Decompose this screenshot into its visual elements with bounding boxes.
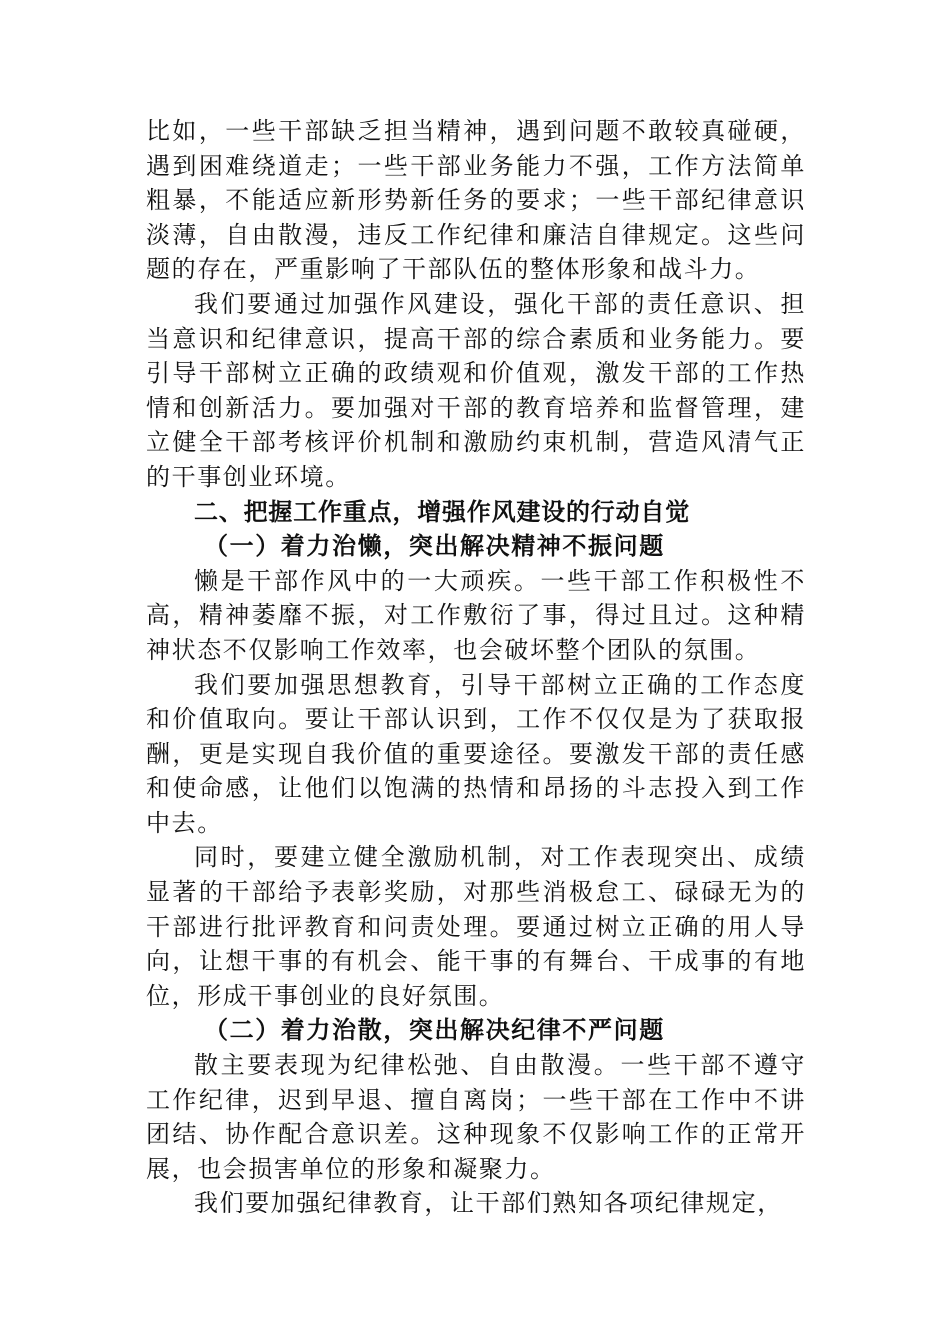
body-paragraph: 散主要表现为纪律松弛、自由散漫。一些干部不遵守工作纪律，迟到早退、擅自离岗；一些干部在工作中不讲团结、协作配合意识差。这种现象不仅影响工作的正常开展，也会损害单位的形象和凝聚力。: [146, 1051, 806, 1183]
body-paragraph: 我们要加强纪律教育，让干部们熟知各项纪律规定，: [194, 1189, 783, 1218]
body-paragraph: 懒是干部作风中的一大顽疾。一些干部工作积极性不高，精神萎靡不振，对工作敷衍了事，得过且过。这种精神状态不仅影响工作效率，也会破坏整个团队的氛围。: [146, 566, 806, 664]
body-paragraph: 比如，一些干部缺乏担当精神，遇到问题不敢较真碰硬，遇到困难绕道走；一些干部业务能力不强，工作方法简单粗暴，不能适应新形势新任务的要求；一些干部纪律意识淡薄，自由散漫，违反工作纪律和廉洁自律规定。这些问题的存在，严重影响了干部队伍的整体形象和战斗力。: [146, 117, 806, 284]
body-paragraph: 我们要加强思想教育，引导干部树立正确的工作态度和价值取向。要让干部认识到，工作不仅仅是为了获取报酬，更是实现自我价值的重要途径。要激发干部的责任感和使命感，让他们以饱满的热情和昂扬的斗志投入到工作中去。: [146, 670, 806, 837]
subsection-heading: （二）着力治散，突出解决纪律不严问题: [204, 1015, 665, 1045]
body-paragraph: 我们要通过加强作风建设，强化干部的责任意识、担当意识和纪律意识，提高干部的综合素质和业务能力。要引导干部树立正确的政绩观和价值观，激发干部的工作热情和创新活力。要加强对干部的教育培养和监督管理，建立健全干部考核评价机制和激励约束机制，营造风清气正的干事创业环境。: [146, 289, 806, 491]
section-heading: 二、把握工作重点，增强作风建设的行动自觉: [194, 497, 690, 526]
document-page: [146, 114, 806, 1221]
body-paragraph: 同时，要建立健全激励机制，对工作表现突出、成绩显著的干部给予表彰奖励，对那些消极怠工、碌碌无为的干部进行批评教育和问责处理。要通过树立正确的用人导向，让想干事的有机会、能干事的有舞台、干成事的有地位，形成干事创业的良好氛围。: [146, 843, 806, 1010]
subsection-heading: （一）着力治懒，突出解决精神不振问题: [204, 531, 665, 561]
